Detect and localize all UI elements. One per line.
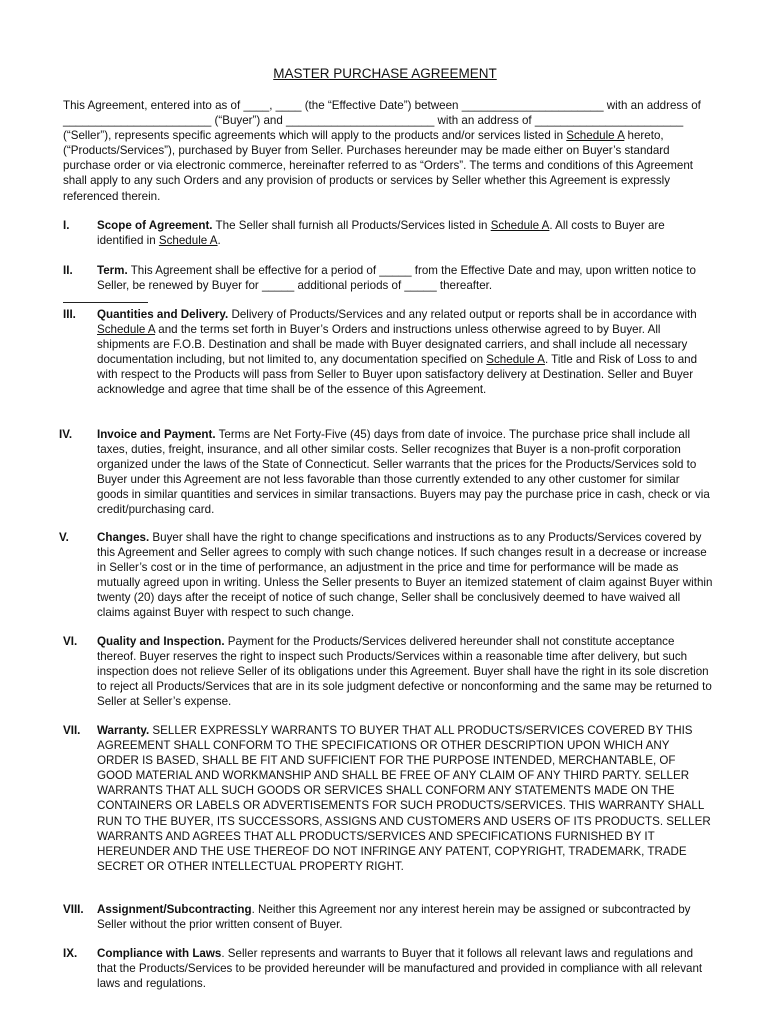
section-heading: Compliance with Laws <box>97 947 222 960</box>
schedule-a-reference: Schedule A <box>490 219 550 232</box>
section-term: II. Term. This Agreement shall be effective for a period of _____ from the Effective Date and may, upon written notice to Seller, be renewed by Buyer for _____ additional periods of _____ thereafter. <box>63 264 696 293</box>
section-heading: Warranty. <box>97 724 150 737</box>
section-quality-inspection: VI. Quality and Inspection. Payment for the Products/Services delivered hereunder shall not constitute acceptance thereof. Buyer reserves the right to inspect such Products/Services within a reasonable time after delivery, but such inspection does not relieve Seller of its obligations under this Agreement. Buyer shall have the right in its sole discretion to reject all Products/Services that are in its sole judgment defective or nonconforming and the same may be returned to Seller at Seller’s expense. <box>63 635 712 709</box>
schedule-a-reference: Schedule A <box>97 323 156 337</box>
section-heading: Quality and Inspection. <box>97 635 225 648</box>
section-scope: I. Scope of Agreement. The Seller shall furnish all Products/Services listed in Schedule A. All costs to Buyer are identified in Schedule A. <box>63 219 665 248</box>
schedule-a-reference: Schedule A <box>486 353 545 367</box>
section-number: IX. <box>63 947 78 960</box>
section-compliance: IX. Compliance with Laws. Seller represents and warrants to Buyer that it follows all relevant laws and regulations and that the Products/Services to be provided hereunder will be manufactured and provided in compliance with all relevant laws and regulations. <box>63 947 703 991</box>
section-quantities-delivery: III. Quantities and Delivery. Delivery of Products/Services and any related output or reports shall be in accordance with Schedule A and the terms set forth in Buyer’s Orders and instructions unless otherwise agreed to by Buyer. All shipments are F.O.B. Destination and shall be made with Buyer designated carriers, and shall include all necessary documentation including, but not limited to, any documentation specified on Schedule A. Title and Risk of Loss to and with respect to the Products will pass from Seller to Buyer upon satisfactory delivery at Destination. Seller and Buyer acknowledge and agree that time shall be of the essence of this Agreement. <box>63 308 698 397</box>
section-heading: Invoice and Payment. <box>97 428 216 441</box>
section-heading: Scope of Agreement. <box>97 219 213 232</box>
section-heading: Term. <box>97 264 128 277</box>
section-invoice-payment: IV. Invoice and Payment. Terms are Net Forty-Five (45) days from date of invoice. The purchase price shall include all taxes, duties, freight, insurance, and all other similar costs. Seller recognizes that Buyer is a non-profit corporation organized under the laws of the State of Connecticut. Seller warrants that the prices for the Products/Services sold to Buyer under this Agreement are not less favorable than those currently extended to any other customer for similar goods in similar quantities and services in similar transactions. Buyers may pay the purchase price in cash, check or via credit/purchasing card. <box>59 428 710 517</box>
section-assignment: VIII. Assignment/Subcontracting. Neither this Agreement nor any interest herein may be assigned or subcontracted by Seller without the prior written consent of Buyer. <box>63 903 691 932</box>
section-number: VII. <box>63 724 81 737</box>
section-heading: Changes. <box>97 531 150 544</box>
section-number: II. <box>63 264 73 277</box>
section-number: I. <box>63 219 70 232</box>
section-number: VIII. <box>63 903 84 916</box>
schedule-a-reference: Schedule A <box>158 234 218 248</box>
section-heading: Assignment/Subcontracting <box>97 903 252 916</box>
intro-paragraph: This Agreement, entered into as of ____, ____ (the “Effective Date”) between ______________________ with an address of _______________________ (“Buyer”) and _______________________ with an address of _______________________ (“Seller”), represents specific agreements which will apply to the products and/or services listed in Schedule A hereto, (“Products/Services”), purchased by Buyer from Seller. Purchases hereunder may be made either on Buyer’s standard purchase order or via electronic commerce, hereinafter referred to as “Orders”. The terms and conditions of this Agreement shall apply to any such Orders and any provision of products or services by Seller whether this Agreement is expressly referenced therein. <box>63 99 701 203</box>
section-number: III. <box>63 308 76 321</box>
section-number: IV. <box>59 428 73 441</box>
section-number: V. <box>59 531 69 544</box>
signature-line <box>63 302 148 303</box>
section-warranty: VII. Warranty. SELLER EXPRESSLY WARRANTS TO BUYER THAT ALL PRODUCTS/SERVICES COVERED BY THIS AGREEMENT SHALL CONFORM TO THE SPECIFICATIONS OR OTHER DESCRIPTION UPON WHICH ANY ORDER IS BASED, SHALL BE FIT AND SUFFICIENT FOR THE PURPOSE INTENDED, MERCHANTABLE, OF GOOD MATERIAL AND WORKMANSHIP AND SHALL BE FREE OF ANY CLAIM OF ANY THIRD PARTY. SELLER WARRANTS THAT ALL SUCH GOODS OR SERVICES SHALL CONFORM ANY STATEMENTS MADE ON THE CONTAINERS OR LABELS OR ADVERTISEMENTS FOR SUCH PRODUCTS/SERVICES. THIS WARRANTY SHALL RUN TO THE BUYER, ITS SUCCESSORS, ASSIGNS AND CUSTOMERS AND USERS OF ITS PRODUCTS. SELLER WARRANTS AND AGREES THAT ALL PRODUCTS/SERVICES AND SPECIFICATIONS FURNISHED BY IT HEREUNDER AND THE USE THEREOF DO NOT INFRINGE ANY PATENT, COPYRIGHT, TRADEMARK, TRADE SECRET OR OTHER INTELLECTUAL PROPERTY RIGHT. <box>63 724 711 873</box>
section-number: VI. <box>63 635 78 648</box>
schedule-a-reference: Schedule A <box>566 129 625 143</box>
section-changes: V. Changes. Buyer shall have the right to change specifications and instructions as to any Products/Services covered by this Agreement and Seller agrees to comply with such change notices. If such changes result in a decrease or increase in Seller’s cost or in the time of performance, an adjustment in the price and time for performance will be made as mutually agreed upon in writing. Unless the Seller presents to Buyer an itemized statement of claim against Buyer within twenty (20) days after the receipt of notice of such change, Seller shall be conclusively deemed to have waived all claims against Buyer with respect to such change. <box>59 531 713 620</box>
document-title: MASTER PURCHASE AGREEMENT <box>273 66 497 81</box>
section-heading: Quantities and Delivery. <box>97 308 229 321</box>
